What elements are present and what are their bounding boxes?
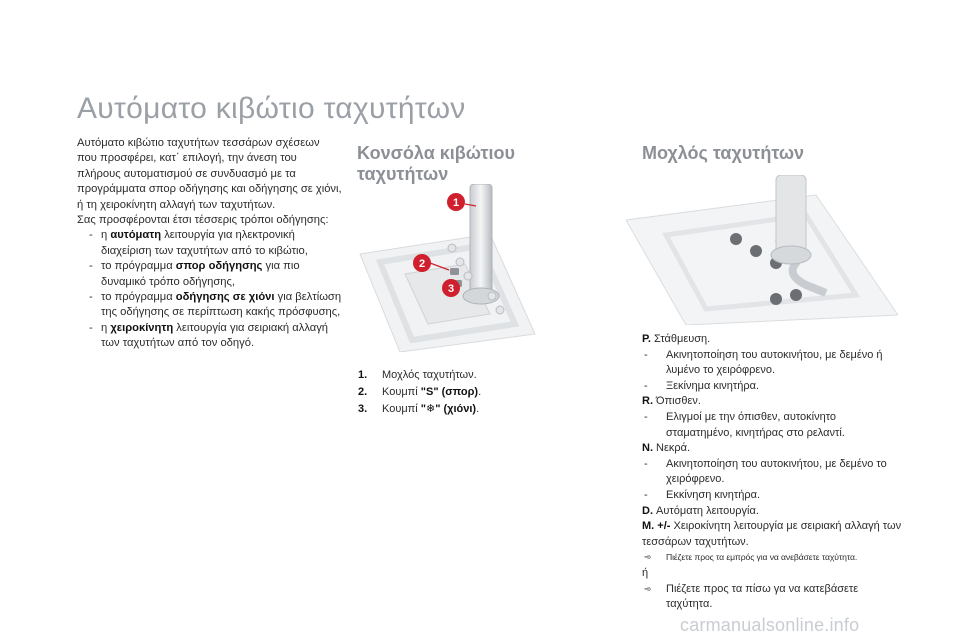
callout-1	[447, 193, 465, 211]
legend-item: 2. Κουμπί "S" (σπορ).	[358, 386, 482, 398]
callout-2	[413, 254, 431, 272]
legend-item: 1. Μοχλός ταχυτήτων.	[358, 369, 477, 381]
gearbox-console-diagram	[340, 184, 540, 352]
intro-list-item: - η χειροκίνητη λειτουργία για σειριακή αλλαγή των ταχυτήτων από τον οδηγό.	[89, 321, 329, 350]
list-item: - Ελιγμοί με την όπισθεν, αυτοκίνητο σταματημένο, κινητήρας στο ρελαντί.	[644, 410, 845, 439]
list-item: - Ακινητοποίηση του αυτοκινήτου, με δεμένο ή λυμένο το χειρόφρενο.	[644, 348, 883, 377]
lever-positions-text	[642, 332, 904, 613]
gear-lever-diagram	[626, 175, 898, 325]
page-title: Αυτόματο κιβώτιο ταχυτήτων	[77, 92, 466, 125]
tip-upshift: ➾ Πιέζετε προς τα εμπρός για να ανεβάσετε ταχύτητα.	[642, 550, 904, 566]
position-m: M. +/- Χειροκίνητη λειτουργία με σειριακή αλλαγή των τεσσάρων ταχυτήτων.	[642, 520, 902, 548]
svg-text:3: 3	[447, 283, 455, 295]
position-d: D. Αυτόματη λειτουργία.	[642, 504, 759, 517]
legend-item: 3. Κουμπί "❄" (χιόνι).	[358, 403, 480, 415]
intro-para-1: Αυτόματο κιβώτιο ταχυτήτων τεσσάρων σχέσεων που προσφέρει, κατ΄ επιλογή, την άνεση του πλήρους αυτοματισμού σε συνδυασμό με τα προγράμματα σπορ οδήγησης και οδήγησης σε χιόνι, ή τη χειροκίνητη αλλαγή των ταχυτήτων.	[77, 137, 342, 211]
arrow-bullet-icon: ➾	[644, 552, 652, 563]
intro-text	[77, 136, 342, 352]
position-n: N. Νεκρά.	[642, 442, 691, 455]
intro-list-item: - η αυτόματη λειτουργία για ηλεκτρονική διαχείριση των ταχυτήτων από το κιβώτιο,	[89, 229, 308, 257]
console-legend	[358, 367, 538, 418]
watermark: carmanualsonline.info	[680, 615, 860, 635]
svg-text:1: 1	[452, 197, 460, 209]
sport-button[interactable]	[450, 268, 459, 275]
list-item: - Ακινητοποίηση του αυτοκινήτου, με δεμένο το χειρόφρενο.	[644, 457, 887, 486]
intro-list-item: - το πρόγραμμα οδήγησης σε χιόνι για βελτίωση της οδήγησης σε περίπτωση κακής πρόσφυσης,	[89, 291, 342, 319]
position-r: R. Όπισθεν.	[642, 395, 701, 408]
arrow-bullet-icon: ➾	[644, 583, 652, 594]
or-text: ή	[642, 566, 649, 579]
tip-downshift: ➾ Πιέζετε προς τα πίσω γα να κατεβάσετε ταχύτητα.	[644, 582, 859, 611]
intro-list-item: - το πρόγραμμα σπορ οδήγησης για πιο δυναμικό τρόπο οδήγησης,	[89, 260, 300, 288]
console-section-title: Κονσόλα κιβώτιου ταχυτήτων	[357, 143, 515, 184]
list-item: - Ξεκίνημα κινητήρα.	[644, 379, 760, 392]
svg-text:2: 2	[418, 258, 426, 270]
position-p: P. Στάθμευση.	[642, 333, 711, 345]
list-item: - Εκκίνηση κινητήρα.	[644, 488, 761, 501]
lever-section-title: Μοχλός ταχυτήτων	[642, 143, 805, 163]
callout-3	[442, 279, 460, 297]
intro-para-2: Σας προσφέρονται έτσι τέσσερις τρόποι οδήγησης:	[77, 214, 329, 227]
